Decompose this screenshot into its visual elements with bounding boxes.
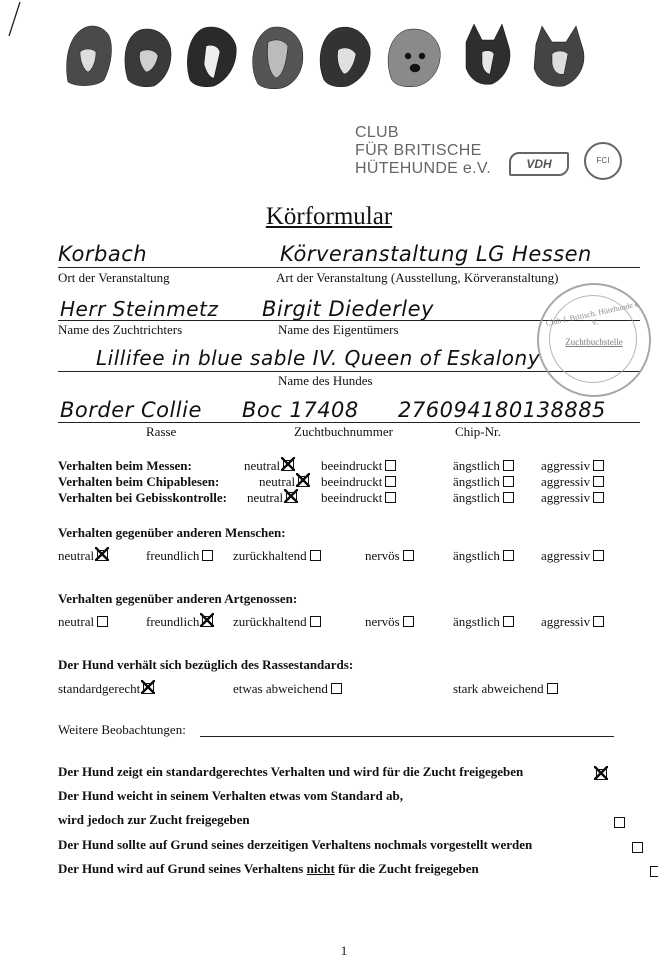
rassestandard-stark[interactable]	[453, 681, 558, 697]
vdh-logo	[509, 152, 569, 176]
rassestandard-etwas[interactable]	[233, 681, 342, 697]
chip-beeindruckt-label: beeindruckt	[321, 474, 383, 489]
menschen-aengstlich-label: ängstlich	[453, 548, 500, 563]
club-line-3: HÜTEHUNDE e.V.	[355, 160, 492, 177]
chip-value: 276094180138885	[398, 398, 606, 422]
zb-value: Boc 17408	[242, 398, 359, 422]
chip-aggressiv-checkbox[interactable]	[593, 476, 604, 487]
rasse-value: Border Collie	[60, 398, 202, 422]
chip-neutral-checkbox[interactable]	[298, 476, 309, 487]
gebiss-aggressiv-checkbox[interactable]	[593, 492, 604, 503]
art-value: Körveranstaltung LG Hessen	[280, 242, 592, 266]
artgenossen-aengstlich[interactable]	[453, 614, 514, 630]
fci-logo	[584, 142, 622, 180]
rassestandard-heading: Der Hund verhält sich bezüglich des Rassestandards:	[58, 657, 354, 672]
messen-aengstlich[interactable]	[453, 458, 514, 474]
rassestandard-gerecht-label: standardgerecht	[58, 681, 141, 696]
club-line-1: CLUB	[355, 124, 399, 141]
chip-neutral[interactable]	[259, 474, 309, 490]
gebiss-aengstlich-label: ängstlich	[453, 490, 500, 505]
artgenossen-zurueckhaltend-checkbox[interactable]	[310, 616, 321, 627]
messen-neutral[interactable]	[244, 458, 294, 474]
artgenossen-aggressiv[interactable]	[541, 614, 604, 630]
club-name	[355, 124, 491, 178]
artgenossen-nervoes-label: nervös	[365, 614, 400, 629]
artgenossen-freundlich[interactable]	[146, 614, 213, 630]
pen-mark	[4, 0, 24, 40]
ergebnis-1-checkbox[interactable]	[596, 769, 607, 780]
gebiss-label: Verhalten bei Gebisskontrolle:	[58, 490, 228, 505]
messen-neutral-label: neutral	[244, 458, 281, 473]
artgenossen-aengstlich-label: ängstlich	[453, 614, 500, 629]
ergebnis-1: Der Hund zeigt ein standardgerechtes Verhalten und wird für die Zucht freigegeben	[58, 764, 524, 779]
chip-aggressiv-label: aggressiv	[541, 474, 591, 489]
dog-header	[62, 22, 602, 92]
menschen-neutral-label: neutral	[58, 548, 95, 563]
ergebnis-4	[58, 861, 479, 877]
menschen-zurueckhaltend[interactable]	[233, 548, 321, 564]
rasse-label: Rasse	[146, 424, 177, 439]
artgenossen-aengstlich-checkbox[interactable]	[503, 616, 514, 627]
rassestandard-etwas-checkbox[interactable]	[331, 683, 342, 694]
club-line-2: FÜR BRITISCHE	[355, 142, 482, 159]
menschen-freundlich[interactable]	[146, 548, 213, 564]
ergebnis-3: Der Hund sollte auf Grund seines derzeitigen Verhaltens nochmals vorgestellt werden	[58, 837, 533, 852]
chip-beeindruckt[interactable]	[321, 474, 396, 490]
messen-beeindruckt-label: beeindruckt	[321, 458, 383, 473]
artgenossen-zurueckhaltend-label: zurückhaltend	[233, 614, 307, 629]
eigentuemer-label: Name des Eigentümers	[278, 322, 399, 337]
page-title: Körformular	[265, 203, 393, 230]
messen-beeindruckt[interactable]	[321, 458, 396, 474]
artgenossen-neutral[interactable]	[58, 614, 108, 630]
fci-label: FCI	[596, 156, 610, 165]
gebiss-aengstlich-checkbox[interactable]	[503, 492, 514, 503]
zuchtbuch-stamp	[537, 283, 651, 397]
rassestandard-stark-checkbox[interactable]	[547, 683, 558, 694]
menschen-aggressiv[interactable]	[541, 548, 604, 564]
menschen-nervoes[interactable]	[365, 548, 414, 564]
menschen-neutral-checkbox[interactable]	[97, 550, 108, 561]
menschen-zurueckhaltend-label: zurückhaltend	[233, 548, 307, 563]
messen-label: Verhalten beim Messen:	[58, 458, 192, 473]
chip-aengstlich[interactable]	[453, 474, 514, 490]
chip-label: Chip-Nr.	[455, 424, 501, 439]
artgenossen-aggressiv-checkbox[interactable]	[593, 616, 604, 627]
dog-portraits-icon	[62, 22, 602, 92]
weitere-label: Weitere Beobachtungen:	[58, 722, 186, 737]
menschen-aggressiv-checkbox[interactable]	[593, 550, 604, 561]
zb-label: Zuchtbuchnummer	[294, 424, 393, 439]
chip-aggressiv[interactable]	[541, 474, 604, 490]
hund-label: Name des Hundes	[278, 373, 373, 388]
rassestandard-stark-label: stark abweichend	[453, 681, 544, 696]
rassestandard-gerecht-checkbox[interactable]	[143, 683, 154, 694]
richter-value: Herr Steinmetz	[60, 297, 219, 321]
menschen-freundlich-checkbox[interactable]	[202, 550, 213, 561]
menschen-nervoes-label: nervös	[365, 548, 400, 563]
chip-ablesen-label: Verhalten beim Chipablesen:	[58, 474, 220, 489]
gebiss-aengstlich[interactable]	[453, 490, 514, 506]
gebiss-aggressiv[interactable]	[541, 490, 604, 506]
menschen-aengstlich[interactable]	[453, 548, 514, 564]
ergebnis-2a: Der Hund weicht in seinem Verhalten etwas vom Standard ab,	[58, 788, 404, 803]
ergebnis-3-checkbox[interactable]	[632, 842, 643, 853]
chip-aengstlich-checkbox[interactable]	[503, 476, 514, 487]
page-number: 1	[340, 943, 348, 958]
ort-value: Korbach	[58, 242, 148, 266]
artgenossen-freundlich-checkbox[interactable]	[202, 616, 213, 627]
menschen-zurueckhaltend-checkbox[interactable]	[310, 550, 321, 561]
gebiss-neutral[interactable]	[247, 490, 297, 506]
rassestandard-gerecht[interactable]	[58, 681, 154, 697]
ort-line	[58, 267, 640, 268]
chip-neutral-label: neutral	[259, 474, 296, 489]
menschen-neutral[interactable]	[58, 548, 108, 564]
rasse-line	[58, 422, 640, 423]
messen-aggressiv-checkbox[interactable]	[593, 460, 604, 471]
menschen-freundlich-label: freundlich	[146, 548, 200, 563]
menschen-nervoes-checkbox[interactable]	[403, 550, 414, 561]
gebiss-neutral-checkbox[interactable]	[286, 492, 297, 503]
messen-aengstlich-checkbox[interactable]	[503, 460, 514, 471]
eigentuemer-value: Birgit Diederley	[262, 297, 434, 321]
art-label: Art der Veranstaltung (Ausstellung, Körveranstaltung)	[276, 270, 559, 285]
hund-value: Lillifee in blue sable IV. Queen of Eskalony	[96, 346, 541, 370]
weitere-line[interactable]	[200, 736, 614, 737]
messen-aggressiv[interactable]	[541, 458, 604, 474]
menschen-aggressiv-label: aggressiv	[541, 548, 591, 563]
gebiss-aggressiv-label: aggressiv	[541, 490, 591, 505]
artgenossen-neutral-label: neutral	[58, 614, 95, 629]
chip-beeindruckt-checkbox[interactable]	[385, 476, 396, 487]
stamp-top-text: Club f. Britisch. Hütehunde e. V.	[545, 299, 642, 329]
artgenossen-aggressiv-label: aggressiv	[541, 614, 591, 629]
artgenossen-neutral-checkbox[interactable]	[97, 616, 108, 627]
artgenossen-zurueckhaltend[interactable]	[233, 614, 321, 630]
menschen-aengstlich-checkbox[interactable]	[503, 550, 514, 561]
messen-aggressiv-label: aggressiv	[541, 458, 591, 473]
artgenossen-nervoes-checkbox[interactable]	[403, 616, 414, 627]
gebiss-neutral-label: neutral	[247, 490, 284, 505]
gebiss-beeindruckt-label: beeindruckt	[321, 490, 383, 505]
ergebnis-2b: wird jedoch zur Zucht freigegeben	[58, 812, 250, 827]
artgenossen-heading: Verhalten gegenüber anderen Artgenossen:	[58, 591, 298, 606]
gebiss-beeindruckt[interactable]	[321, 490, 396, 506]
vdh-label: VDH	[526, 157, 552, 171]
menschen-heading: Verhalten gegenüber anderen Menschen:	[58, 525, 286, 540]
ergebnis-2-checkbox[interactable]	[614, 817, 625, 828]
gebiss-beeindruckt-checkbox[interactable]	[385, 492, 396, 503]
messen-neutral-checkbox[interactable]	[283, 460, 294, 471]
artgenossen-nervoes[interactable]	[365, 614, 414, 630]
artgenossen-freundlich-label: freundlich	[146, 614, 200, 629]
richter-label: Name des Zuchtrichters	[58, 322, 183, 337]
ergebnis-4-nicht: nicht	[306, 861, 335, 876]
ort-label: Ort der Veranstaltung	[58, 270, 170, 285]
chip-aengstlich-label: ängstlich	[453, 474, 500, 489]
stamp-middle-text: Zuchtbuchstelle	[565, 337, 623, 347]
ergebnis-4-pre: Der Hund wird auf Grund seines Verhaltens	[58, 861, 307, 876]
ergebnis-4-post: für die Zucht freigegeben	[334, 861, 479, 876]
ergebnis-4-checkbox[interactable]	[650, 866, 658, 877]
messen-beeindruckt-checkbox[interactable]	[385, 460, 396, 471]
rassestandard-etwas-label: etwas abweichend	[233, 681, 328, 696]
messen-aengstlich-label: ängstlich	[453, 458, 500, 473]
